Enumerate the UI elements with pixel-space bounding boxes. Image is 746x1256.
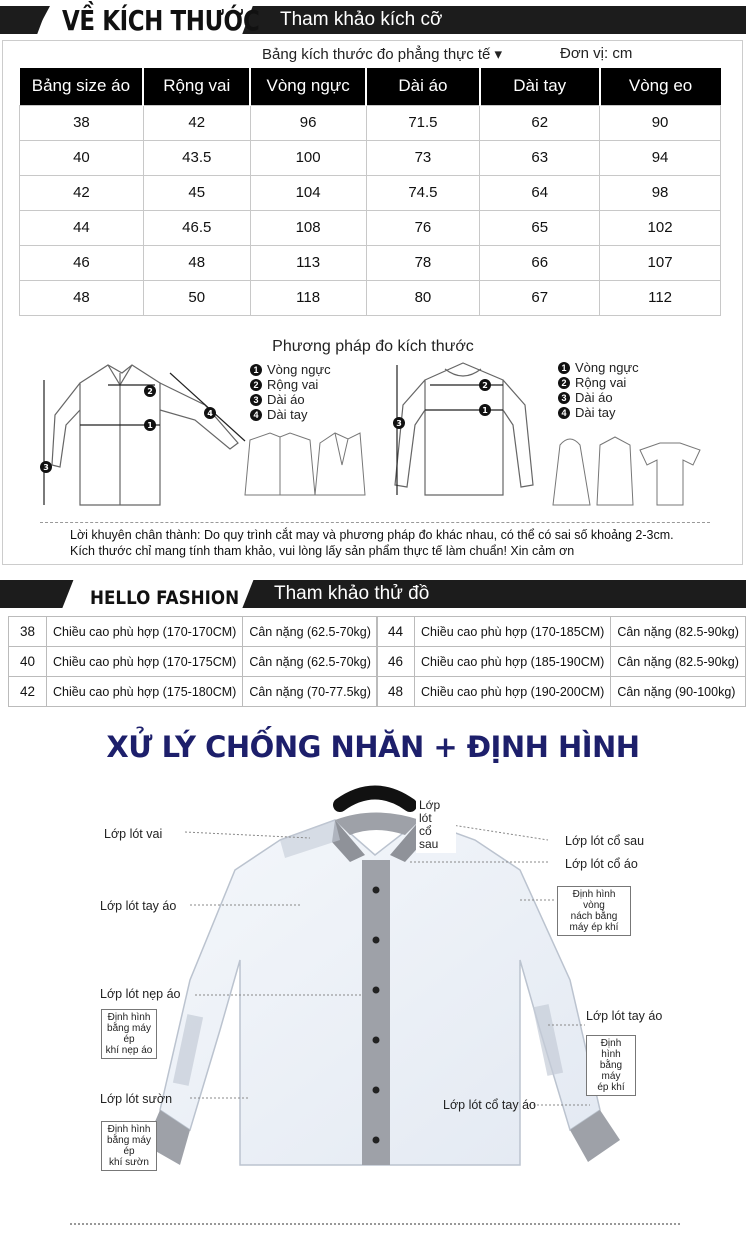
- try-row: [9, 647, 378, 677]
- try-height: Chiều cao phù hợp (170-170CM): [47, 617, 243, 647]
- placket-shaping-box: Định hình bằng máy ép khí nẹp áo: [101, 1009, 157, 1059]
- size-table: [19, 68, 721, 316]
- size-cell: 94: [600, 140, 721, 175]
- advice-text: [70, 527, 674, 559]
- size-cell: 76: [366, 210, 480, 245]
- try-row: [377, 647, 746, 677]
- size-cell: 71.5: [366, 105, 480, 140]
- label-shoulder-lining: Lớp lót vai: [104, 827, 163, 841]
- size-row: [20, 140, 721, 175]
- anti-wrinkle-title: XỬ LÝ CHỐNG NHĂN + ĐỊNH HÌNH: [106, 730, 640, 764]
- size-cell: 63: [480, 140, 600, 175]
- legend-left: 1 Vòng ngực 2 Rộng vai 3 Dài áo 4 Dài tay: [250, 362, 331, 422]
- size-header-bar: [0, 0, 746, 36]
- size-caption: Bảng kích thước đo phẳng thực tế ▾: [262, 46, 503, 63]
- col-header: Rộng vai: [143, 68, 250, 105]
- sweater-measure-illustration: [385, 355, 715, 515]
- size-cell: 108: [250, 210, 366, 245]
- size-cell: 50: [143, 280, 250, 315]
- measure-method-title: Phương pháp đo kích thước: [272, 338, 474, 355]
- try-row: [9, 677, 378, 707]
- size-cell: 74.5: [366, 175, 480, 210]
- svg-text:2: 2: [147, 387, 153, 396]
- try-weight: Cân nặng (82.5-90kg): [611, 617, 746, 647]
- size-cell: 104: [250, 175, 366, 210]
- size-cell: 98: [600, 175, 721, 210]
- armhole-shaping-box: Định hình vòng nách bằng máy ép khí: [557, 886, 631, 936]
- try-weight: Cân nặng (82.5-90kg): [611, 647, 746, 677]
- bottom-divider: [70, 1223, 680, 1225]
- size-cell: 42: [143, 105, 250, 140]
- size-cell: 45: [143, 175, 250, 210]
- try-size: 42: [9, 677, 47, 707]
- try-table-right: [376, 616, 746, 707]
- col-header: Bảng size áo: [20, 68, 144, 105]
- size-cell: 43.5: [143, 140, 250, 175]
- size-cell: 65: [480, 210, 600, 245]
- legend-item: Rộng vai: [267, 377, 319, 392]
- advice-line: Lời khuyên chân thành: Do quy trình cắt may và phương pháp đo khác nhau, có thể có sai số khoảng 2-3cm.: [70, 528, 674, 542]
- size-row: [20, 280, 721, 315]
- size-cell: 100: [250, 140, 366, 175]
- col-header: Dài tay: [480, 68, 600, 105]
- fashion-header-title: HELLO FASHION: [90, 587, 240, 609]
- label-sleeve-lining-right: Lớp lót tay áo: [586, 1009, 663, 1023]
- size-cell: 62: [480, 105, 600, 140]
- label-collar-lining: Lớp lót cổ áo: [565, 857, 638, 871]
- try-height: Chiều cao phù hợp (170-175CM): [47, 647, 243, 677]
- legend-right: 1 Vòng ngực 2 Rộng vai 3 Dài áo 4 Dài tay: [558, 360, 639, 420]
- fashion-header-subtitle: Tham khảo thử đồ: [274, 583, 430, 604]
- size-cell: 67: [480, 280, 600, 315]
- try-row: [377, 677, 746, 707]
- try-size: 46: [377, 647, 415, 677]
- try-table-left: [8, 616, 378, 707]
- size-cell: 40: [20, 140, 144, 175]
- size-row: [20, 105, 721, 140]
- size-cell: 113: [250, 245, 366, 280]
- try-height: Chiều cao phù hợp (175-180CM): [47, 677, 243, 707]
- side-shaping-box: Định hình bằng máy ép khí sườn: [101, 1121, 157, 1171]
- try-weight: Cân nặng (62.5-70kg): [243, 647, 378, 677]
- size-cell: 66: [480, 245, 600, 280]
- try-size: 48: [377, 677, 415, 707]
- try-weight: Cân nặng (70-77.5kg): [243, 677, 378, 707]
- size-cell: 90: [600, 105, 721, 140]
- size-cell: 73: [366, 140, 480, 175]
- legend-item: Dài tay: [575, 405, 616, 420]
- size-cell: 64: [480, 175, 600, 210]
- size-cell: 80: [366, 280, 480, 315]
- size-cell: 46: [20, 245, 144, 280]
- try-size: 44: [377, 617, 415, 647]
- unit-label: Đơn vị: cm: [560, 45, 633, 62]
- svg-text:1: 1: [147, 421, 153, 430]
- label-sleeve-lining: Lớp lót tay áo: [100, 899, 177, 913]
- size-header-title: VỀ KÍCH THƯỚC: [62, 4, 260, 37]
- svg-text:3: 3: [396, 419, 402, 428]
- try-row: [9, 617, 378, 647]
- label-side-lining: Lớp lót sườn: [100, 1092, 173, 1106]
- size-cell: 107: [600, 245, 721, 280]
- size-row: [20, 245, 721, 280]
- svg-text:4: 4: [207, 409, 213, 418]
- size-cell: 78: [366, 245, 480, 280]
- size-cell: 44: [20, 210, 144, 245]
- sleeve-shaping-box: Định hình bằng máy ép khí: [586, 1035, 636, 1096]
- legend-item: Dài áo: [575, 390, 613, 405]
- label-cuff-lining: Lớp lót cổ tay áo: [443, 1098, 536, 1112]
- col-header: Vòng eo: [600, 68, 721, 105]
- col-header: Dài áo: [366, 68, 480, 105]
- try-size: 40: [9, 647, 47, 677]
- legend-item: Dài áo: [267, 392, 305, 407]
- svg-text:1: 1: [482, 406, 488, 415]
- legend-item: Dài tay: [267, 407, 308, 422]
- try-height: Chiều cao phù hợp (190-200CM): [415, 677, 611, 707]
- size-cell: 46.5: [143, 210, 250, 245]
- label-placket-lining: Lớp lót nẹp áo: [100, 987, 181, 1001]
- svg-text:3: 3: [43, 463, 49, 472]
- try-row: [377, 617, 746, 647]
- size-cell: 102: [600, 210, 721, 245]
- legend-item: Rộng vai: [575, 375, 627, 390]
- legend-item: Vòng ngực: [575, 360, 639, 375]
- size-row: [20, 210, 721, 245]
- label-collar-back-lining: Lớp lót cổ sau: [565, 834, 645, 848]
- size-row: [20, 175, 721, 210]
- advice-line: Kích thước chỉ mang tính tham khảo, vui lòng lấy sản phẩm thực tế làm chuẩn! Xin cảm ơn: [70, 544, 575, 558]
- size-cell: 112: [600, 280, 721, 315]
- size-header-subtitle: Tham khảo kích cỡ: [280, 9, 443, 30]
- size-cell: 38: [20, 105, 144, 140]
- size-cell: 42: [20, 175, 144, 210]
- size-cell: 48: [143, 245, 250, 280]
- collar-back-box: Lớp lót cổ sau: [416, 797, 456, 853]
- size-cell: 48: [20, 280, 144, 315]
- svg-text:2: 2: [482, 381, 488, 390]
- size-table-header: [20, 68, 721, 105]
- try-weight: Cân nặng (62.5-70kg): [243, 617, 378, 647]
- size-cell: 118: [250, 280, 366, 315]
- try-height: Chiều cao phù hợp (185-190CM): [415, 647, 611, 677]
- divider: [40, 522, 710, 523]
- try-weight: Cân nặng (90-100kg): [611, 677, 746, 707]
- legend-item: Vòng ngực: [267, 362, 331, 377]
- size-cell: 96: [250, 105, 366, 140]
- try-height: Chiều cao phù hợp (170-185CM): [415, 617, 611, 647]
- col-header: Vòng ngực: [250, 68, 366, 105]
- try-size: 38: [9, 617, 47, 647]
